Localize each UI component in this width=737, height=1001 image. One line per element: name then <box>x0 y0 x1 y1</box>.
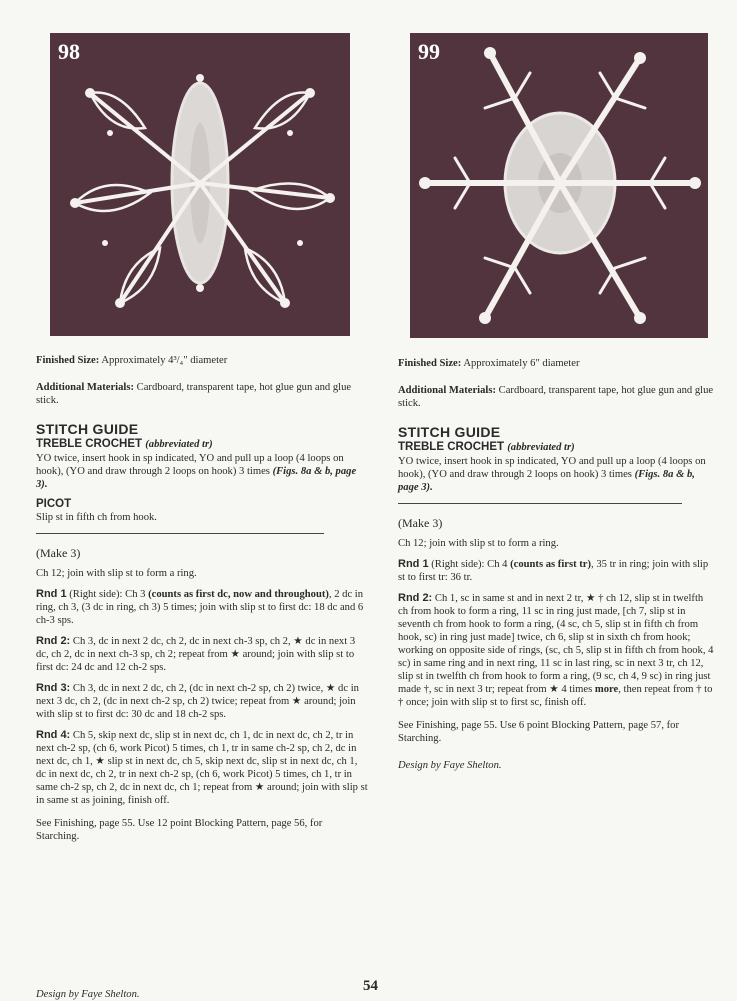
round-1-note: (counts as first dc, now and throughout) <box>148 589 329 600</box>
pattern-number: 98 <box>58 39 80 64</box>
chain-start: Ch 12; join with slip st to form a ring. <box>36 568 197 579</box>
treble-crochet-text <box>36 452 368 491</box>
treble-ref: (Figs. 8a & b, page 3). <box>398 469 695 493</box>
materials-label: Additional Materials: <box>398 385 496 396</box>
round-2-label: Rnd 2: <box>398 592 433 604</box>
round-2 <box>36 635 368 674</box>
finishing-note: See Finishing, page 55. Use 12 point Blocking Pattern, page 56, for Starching. <box>36 818 323 842</box>
make-count: (Make 3) <box>398 516 443 530</box>
stitch-guide-heading: STITCH GUIDE <box>398 424 501 440</box>
round-3-text: Ch 3, dc in next 2 dc, ch 2, (dc in next ch-2 sp, ch 2) twice, ★ dc in next 3 dc, ch 2, (dc in next ch-2 sp, ch 2) twice; repeat from ★ around; join with slip st to first dc: 30 dc and 18 ch-2 sps. <box>36 683 359 720</box>
round-1-note: (counts as first tr) <box>510 559 592 570</box>
finished-size <box>36 354 368 367</box>
round-4-label: Rnd 4: <box>36 729 71 741</box>
picot-text: Slip st in fifth ch from hook. <box>36 512 157 523</box>
divider <box>398 503 682 504</box>
round-1 <box>36 588 368 627</box>
treble-title: TREBLE CROCHET <box>398 441 505 453</box>
finished-size <box>398 357 714 370</box>
stitch-guide-heading: STITCH GUIDE <box>36 421 139 437</box>
finished-size-label: Finished Size: <box>398 358 462 369</box>
round-1-label: Rnd 1 <box>36 588 67 600</box>
snowflake-99-illustration <box>410 33 708 338</box>
additional-materials <box>398 384 714 410</box>
snowflake-photo-99 <box>410 33 708 338</box>
treble-crochet-heading <box>36 437 368 452</box>
treble-text: YO twice, insert hook in sp indicated, YO and pull up a loop (4 loops on hook), (YO and draw through 2 loops on hook) 3 times <box>36 453 344 477</box>
finished-size-value: Approximately 6" diameter <box>463 358 580 369</box>
round-4 <box>36 729 368 807</box>
round-2-label: Rnd 2: <box>36 635 71 647</box>
finishing-note: See Finishing, page 55. Use 6 point Blocking Pattern, page 57, for Starching. <box>398 720 679 744</box>
treble-crochet-heading <box>398 440 714 455</box>
designer-credit: Design by Faye Shelton. <box>398 760 502 771</box>
make-count: (Make 3) <box>36 546 81 560</box>
picot-heading: PICOT <box>36 498 72 510</box>
materials-label: Additional Materials: <box>36 382 134 393</box>
treble-title: TREBLE CROCHET <box>36 438 143 450</box>
snowflake-photo-98 <box>50 33 350 336</box>
additional-materials <box>36 381 368 407</box>
round-2-text: Ch 1, sc in same st and in next 2 tr, ★ † ch 12, slip st in twelfth ch from hook to form a ring, 11 sc in ring just made, [ch 7, slip st in seventh ch from hook to form a ring, (4 sc, ch 5, slip st in fifth ch from hook, sc) in ring just made] twice, ch 6, slip st in sixth ch from hook; working on opposite side of rings, (sc, ch 5, slip st in fifth ch from hook, 4 sc) in same ring and in next ring, 11 sc in last ring, sc in next 3 tr, ch 12, slip st in twelfth ch from hook to form a ring, (9 sc, ch 4, 9 sc) in ring just made †, sc in next 3 tr; repeat from ★ 4 times <box>398 593 714 695</box>
divider <box>36 533 324 534</box>
treble-abbr: (abbreviated tr) <box>507 442 575 453</box>
chain-start: Ch 12; join with slip st to form a ring. <box>398 538 559 549</box>
finished-size-value: Approximately 4³/₄" diameter <box>101 355 228 366</box>
finished-size-label: Finished Size: <box>36 355 100 366</box>
designer-credit: Design by Faye Shelton. <box>36 989 140 1000</box>
treble-abbr: (abbreviated tr) <box>145 439 213 450</box>
round-1-rest: , 35 tr in ring; join with slip st to first tr: 36 tr. <box>398 559 709 583</box>
round-1-side: (Right side): <box>69 589 123 600</box>
round-1 <box>398 558 714 584</box>
round-1-side: (Right side): <box>431 559 485 570</box>
round-2 <box>398 592 714 709</box>
page-number: 54 <box>363 978 378 994</box>
pattern-98-instructions <box>36 354 368 1000</box>
treble-crochet-text <box>398 455 714 494</box>
materials-value: Cardboard, transparent tape, hot glue gun and glue stick. <box>398 385 714 409</box>
materials-value: Cardboard, transparent tape, hot glue gun and glue stick. <box>36 382 352 406</box>
treble-ref: (Figs. 8a & b, page 3). <box>36 466 357 490</box>
round-1-start: Ch 3 <box>125 589 146 600</box>
pattern-99-instructions <box>398 357 714 772</box>
round-3-label: Rnd 3: <box>36 682 71 694</box>
round-1-start: Ch 4 <box>487 559 508 570</box>
round-2-text: Ch 3, dc in next 2 dc, ch 2, dc in next ch-3 sp, ch 2, ★ dc in next 3 dc, ch 2, dc in next ch-3 sp, ch 2; repeat from ★ around; join with slip st to first dc: 24 dc and 12 ch-2 sps. <box>36 636 356 673</box>
round-3 <box>36 682 368 721</box>
snowflake-98-illustration <box>50 33 350 336</box>
round-1-label: Rnd 1 <box>398 558 429 570</box>
round-2-end: , then repeat from † to † once; join with slip st to first sc, finish off. <box>398 684 713 708</box>
pattern-number: 99 <box>418 39 440 64</box>
round-4-text: Ch 5, skip next dc, slip st in next dc, ch 1, dc in next dc, ch 2, tr in next ch-2 sp, (ch 6, work Picot) 5 times, ch 1, tr in same ch-2 sp, ch 2, dc in next dc, ch 1, ★ slip st in next dc, ch 5, skip next dc, slip st in next dc, ch 1, dc in next dc, ch 2, tr in next ch-2 sp, (ch 6, work Picot) 5 times, ch 1, tr in same ch-2 sp, ch 2, dc in next dc, ch 1; repeat from ★ around; join with slip st in same st as joining, finish off. <box>36 730 368 806</box>
round-1-rest: , 2 dc in ring, ch 3, (3 dc in ring, ch 3) 5 times; join with slip st to first dc: 18 dc and 6 ch-3 sps. <box>36 589 364 626</box>
round-2-more: more <box>594 684 619 695</box>
treble-text: YO twice, insert hook in sp indicated, YO and pull up a loop (4 loops on hook), (YO and draw through 2 loops on hook) 3 times <box>398 456 706 480</box>
